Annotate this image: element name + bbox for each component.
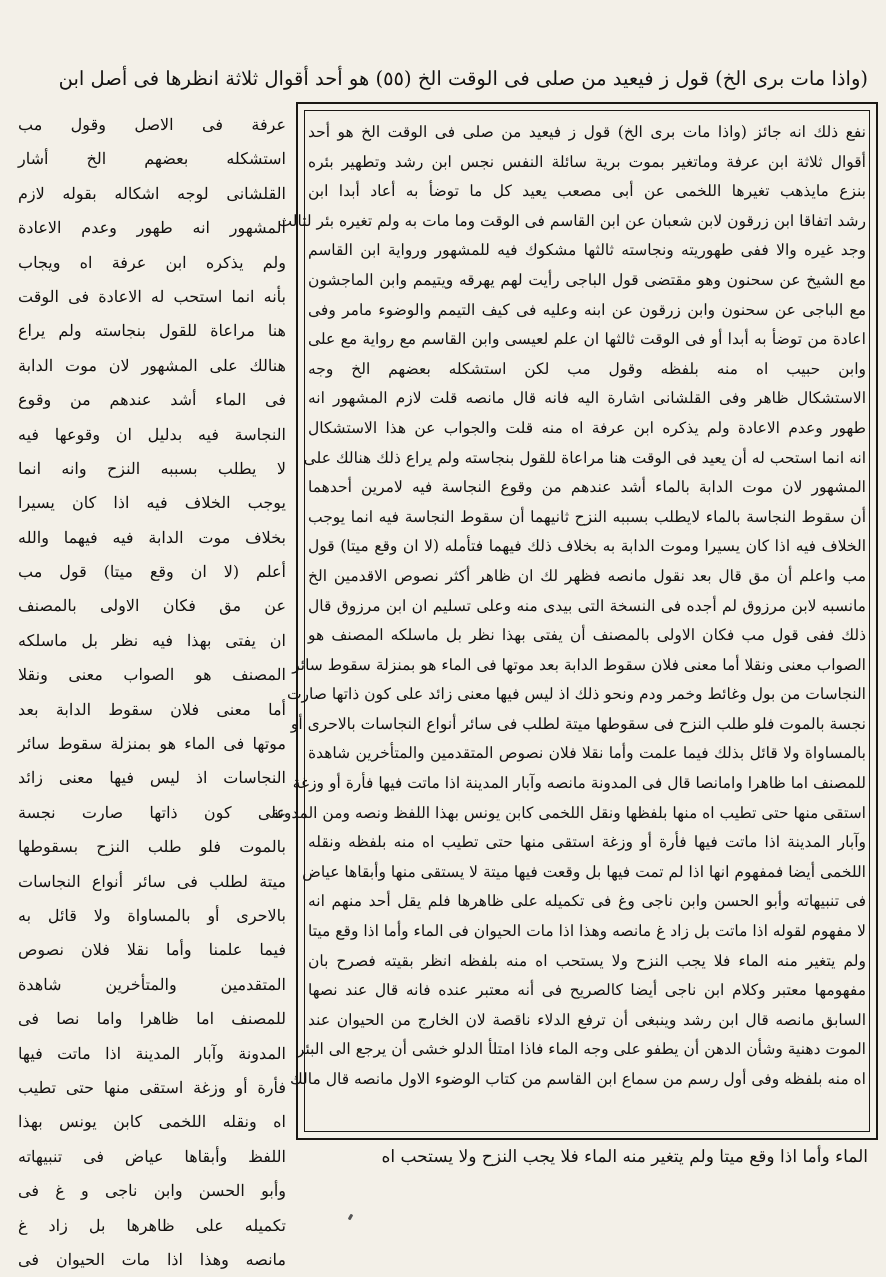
main-text-line: نفع ذلك انه جائز (واذا مات برى الخ) قول ز فيعيد من صلى فى الوقت الخ هو أحد	[308, 123, 866, 141]
margin-text-line: موتها فى الماء هو بمنزلة سقوط سائر	[18, 734, 286, 754]
main-text-line: اعادة من توضأ به أبدا أو فى الوقت ثالثها ان علم لعيسى وابن القاسم مع رواية مع على	[308, 330, 866, 349]
margin-text-line: تكميله على ظاهرها بل زاد غ	[18, 1215, 286, 1235]
main-text-line: ولم يتغير منه الماء فلا يجب النزح ولا يستحب اه منه بلفظه انظر بقيته فصرح بان	[308, 951, 866, 970]
main-text-line: مع الباجى عن سحنون وابن زرقون عن ابنه وعليه فى كيف التيمم والوضوء مامر وفى	[308, 300, 866, 319]
main-text-line: وابن حبيب اه منه بلفظه وقول مب لكن استشكله بعضهم الخ وجه	[308, 359, 866, 378]
margin-text-line: عرفة فى الاصل وقول مب	[18, 115, 286, 134]
main-text-line: أن سقوط النجاسة بالماء لايطلب بسببه النزح ثانيهما أن سقوط النجاسة فيه انما يوجب	[308, 507, 866, 526]
main-text-block	[271, 118, 866, 1128]
main-text-line: المشهور لان موت الدابة بالماء أشد عندهم من وقوع النجاسة فيه لامرين أحدهما	[308, 478, 866, 497]
main-text-line: الخلاف فيه اذا كان يسيرا وموت الدابة به بخلاف ذلك فيهما فتأمله (لا ان وقع ميتا) قول	[308, 537, 866, 556]
main-text-line: بنزع مايذهب تغيرها اللخمى عن أبى مصعب يعيد كل ما توضأ به أعاد أبدا ابن	[308, 182, 866, 201]
margin-text-line: هنالك على المشهور لان موت الدابة	[18, 355, 286, 375]
main-text-line: لا مفهوم لقوله اذا ماتت بل زاد غ مانصه وهذا اذا مات الحيوان فى الماء وأما اذا وقع ميتا	[307, 922, 866, 941]
margin-text-line: فأرة أو وزغة استقى منها حتى تطيب	[18, 1077, 286, 1097]
main-text-line: فى تنبيهاته وأبو الحسن وابن ناجى وغ فى تكميله على ظاهرها فلم يقل أحد منهم انه	[308, 892, 866, 911]
margin-text-line: أما معنى فلان سقوط الدابة بعد	[18, 699, 286, 719]
main-text-line: أقوال ثلاثة ابن عرفة وماتغير بموت برية سائلة النفس نجس ابن رشد وتطهير بئره	[308, 152, 866, 171]
page-header: (واذا مات برى الخ) قول ز فيعيد من صلى فى الوقت الخ (٥٥) هو أحد أقوال ثلاثة انظرها فى أصل ابن	[58, 67, 868, 90]
margin-text-line: فى الماء أشد عندهم من وقوع	[18, 390, 286, 410]
margin-text-line: لا يطلب بسببه النزح وانه انما	[18, 458, 286, 478]
margin-text-line: بالموت فلو طلب النزح بسقوطها	[18, 837, 286, 857]
margin-text-line: المتقدمين والمتأخرين شاهدة	[18, 974, 286, 994]
margin-text-line: اه ونقله اللخمى كابن يونس بهذا	[18, 1112, 286, 1132]
main-text-line: رشد اتفاقا ابن زرقون لابن شعبان عن ابن القاسم فى الوقت وما مات به ولم تغيره بئر لثالث	[277, 211, 866, 230]
margin-text-line: مانصه وهذا اذا مات الحيوان فى	[18, 1249, 286, 1269]
main-text-line: وآبار المدينة اذا ماتت فيها فأرة أو وزغة استقى منها حتى تطيب اه منه بلفظه ونقله	[308, 833, 866, 852]
main-text-line: مفهومها معتبر وكلام ابن ناجى أيضا كالصريح فى أنه معتبر عنده فانه قال عند نصها	[308, 981, 866, 1000]
margin-text-line: أعلم (لا ان وقع ميتا) قول مب	[18, 562, 286, 582]
main-text-line: الصواب معنى ونقلا أما معنى فلان سقوط الدابة بعد موتها فى الماء هو بمنزلة سقوط سائر	[292, 655, 866, 674]
margin-text-line: المدونة وآبار المدينة اذا ماتت فيها	[18, 1043, 286, 1063]
main-text-line: استقى منها حتى تطيب اه منها بلفظها ونقل اللخمى كابن يونس بهذا اللفظ ونصه ومن المدونة	[271, 803, 866, 822]
main-text-line: مب واعلم أن مق قال بعد نقول مانصه فظهر لك ان ظاهر أكثر نصوص الاقدمين الخ	[308, 566, 866, 585]
ink-speck	[348, 1214, 354, 1221]
main-text-line: اللخمى أيضا فمفهوم انها اذا لم تمت فيها بل وقعت فيها ميتة لا يستقى منها وأبقاها عياض	[302, 862, 866, 881]
main-text-line: النجاسات من بول وغائط وخمر ودم ونحو ذلك اذ ليس فيها معنى زائد على كون ذاتها صارت	[286, 685, 866, 704]
main-text-line: الموت دهنية وشأن الدهن أن يطفو على وجه الماء فاذا امتلأ الدلو خشى أن يرجع الى البئر	[296, 1040, 866, 1059]
margin-text-line: بالاحرى أو بالمساواة ولا قائل به	[18, 905, 286, 925]
margin-text-line: النجاسات اذ ليس فيها معنى زائد	[18, 768, 286, 788]
main-text-line: انه انما استحب له أن يعيد فى الوقت هنا مراعاة للقول بنجاسته ولم يراع ذلك هنالك على	[303, 448, 866, 467]
margin-text-line: النجاسة فيه بدليل ان وقوعها فيه	[18, 424, 286, 444]
main-text-line: وجد غيره والا ففى طهوريته ونجاسته ثالثها مشكوك فيه للمشهور ورواية ابن القاسم	[308, 241, 866, 260]
margin-text-line: ميتة لطلب فى سائر أنواع النجاسات	[18, 871, 286, 891]
main-text-line: ذلك ففى قول مب فكان الاولى بالمصنف أن يفتى بهذا نظر بل ماسلكه المصنف هو	[308, 626, 866, 645]
main-text-line: نجسة بالموت فلو طلب النزح فى سقوطها ميتة لطلب فى سائر أنواع النجاسات بالاحرى أو	[290, 714, 866, 733]
margin-text-line: للمصنف اما ظاهرا واما نصا فى	[18, 1009, 286, 1029]
main-text-line: مانسبه لابن مرزوق لم أجده فى النسخة التى بيدى منه وعلى تسليم ان ابن مرزوق قال	[308, 596, 866, 615]
margin-text-line: بخلاف موت الدابة فيه فيهما والله	[18, 527, 286, 547]
main-text-line: مع الشيخ عن سحنون وهو مقتضى قول الباجى رأيت لهم يهرقه ويتيمم وابن الماجشون	[308, 270, 866, 289]
margin-text-line: المشهور انه طهور وعدم الاعادة	[18, 218, 286, 238]
margin-text-line: عن مق فكان الاولى بالمصنف	[18, 596, 286, 616]
margin-text-line: استشكله بعضهم الخ أشار	[18, 149, 286, 169]
margin-text-line: هنا مراعاة للقول بنجاسته ولم يراع	[18, 321, 286, 341]
main-text-line: طهور وعدم الاعادة ولم يذكره ابن عرفة اه منه قلت والجواب عن هذا الاستشكال	[308, 418, 866, 437]
main-text-line: الاستشكال ظاهر وفى القلشانى اشارة اليه فانه قال مانصه قلت لازم المشهور انه	[308, 389, 866, 408]
margin-text-line: يوجب الخلاف فيه اذا كان يسيرا	[18, 493, 286, 513]
margin-text-line: ان يفتى بهذا فيه نظر بل ماسلكه	[18, 630, 286, 650]
page-footer-line: الماء وأما اذا وقع ميتا ولم يتغير منه الماء فلا يجب النزح ولا يستحب اه	[381, 1147, 868, 1167]
margin-text-line: اللفظ وأبقاها عياض فى تنبيهاته	[18, 1146, 286, 1166]
main-text-line: السابق مانصه قال ابن رشد وينبغى أن ترفع الدلاء ناقصة لان الخارج من الحيوان عند	[308, 1010, 866, 1029]
main-text-line: اه منه بلفظه وفى أول رسم من سماع ابن القاسم من كتاب الوضوء الاول مانصه قال مالك	[289, 1070, 866, 1088]
margin-commentary	[18, 108, 286, 1269]
margin-text-line: ولم يذكره ابن عرفة اه ويجاب	[18, 252, 286, 272]
margin-text-line: بأنه انما استحب له الاعادة فى الوقت	[18, 286, 286, 306]
margin-text-line: وأبو الحسن وابن ناجى و غ فى	[18, 1181, 286, 1201]
margin-text-line: على كون ذاتها صارت نجسة	[18, 802, 286, 822]
margin-text-line: فيما علمنا وأما نقلا فلان نصوص	[18, 940, 286, 960]
margin-text-line: القلشانى لوجه اشكاله بقوله لازم	[18, 183, 286, 203]
margin-text-line: المصنف هو الصواب معنى ونقلا	[18, 665, 286, 685]
main-text-line: للمصنف اما ظاهرا وامانصا قال فى المدونة مانصه وآبار المدينة اذا ماتت فيها فأرة أو وزغة	[292, 774, 866, 793]
main-text-line: بالمساواة ولا قائل بذلك فيما علمت وأما نقلا فلان نصوص المتقدمين والمتأخرين شاهدة	[308, 744, 866, 763]
